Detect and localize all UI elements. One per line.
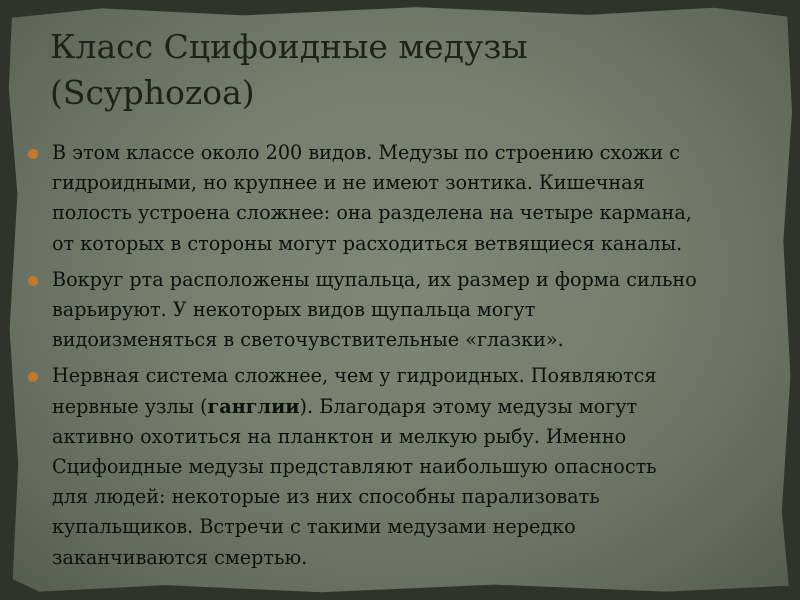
bullet-text-line: Нервная система сложнее, чем у гидроидных. Появляются bbox=[52, 364, 657, 388]
bullet-dot-icon bbox=[28, 276, 38, 286]
bullet-text-line: Вокруг рта расположены щупальца, их размер и форма сильно bbox=[52, 267, 697, 291]
bullet-text-line: Сцифоидные медузы представляют наибольшую опасность bbox=[52, 455, 657, 479]
title-line-1: Класс Сцифоидные медузы bbox=[50, 27, 528, 66]
bullet-dot-icon bbox=[28, 149, 38, 159]
bullet-text-line: заканчиваются смертью. bbox=[52, 545, 308, 569]
bullet-text-line: от которых в стороны могут расходиться ветвящиеся каналы. bbox=[52, 231, 683, 255]
bullet-item-2 bbox=[24, 265, 784, 356]
slide-title bbox=[50, 24, 750, 116]
bullet-text-line: купальщиков. Встречи с такими медузами нередко bbox=[52, 515, 576, 539]
text-fragment: ). Благодаря этому медузы могут bbox=[299, 394, 638, 418]
bullet-text-line: гидроидными, но крупнее и не имеют зонтика. Кишечная bbox=[52, 171, 645, 195]
bullet-text-line: видоизменяться в светочувствительные «глазки». bbox=[52, 328, 564, 352]
bullet-item-3 bbox=[24, 361, 784, 572]
bullet-text-line: активно охотиться на планктон и мелкую рыбу. Именно bbox=[52, 424, 627, 448]
bullet-dot-icon bbox=[28, 372, 38, 382]
ganglia-term: ганглии bbox=[207, 394, 300, 418]
bullet-text-line: полость устроена сложнее: она разделена на четыре кармана, bbox=[52, 201, 692, 225]
text-fragment: нервные узлы ( bbox=[52, 394, 208, 418]
bullet-text-line: для людей: некоторые из них способны парализовать bbox=[52, 485, 600, 509]
bullet-item-1 bbox=[24, 138, 784, 259]
bullet-text-line bbox=[52, 392, 784, 422]
bullet-text-line: варьируют. У некоторых видов щупальца могут bbox=[52, 298, 536, 322]
title-line-2: (Scyphozoa) bbox=[50, 73, 255, 112]
bullet-list bbox=[24, 138, 784, 579]
bullet-text-line: В этом классе около 200 видов. Медузы по строению схожи с bbox=[52, 141, 681, 164]
